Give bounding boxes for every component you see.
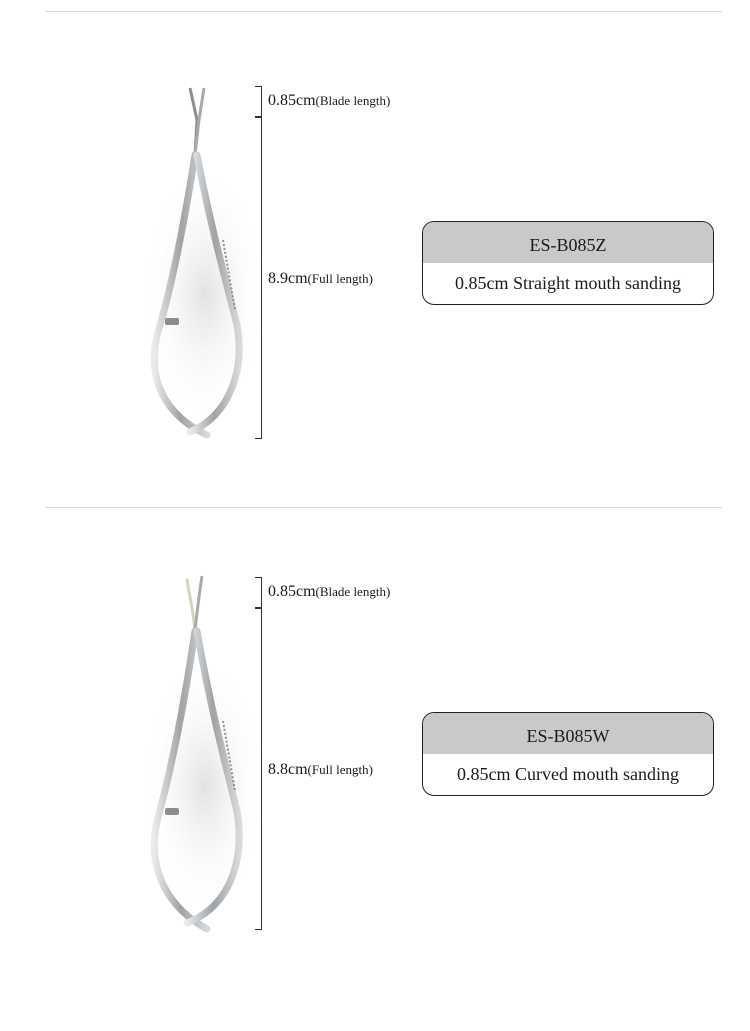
blade-length-note: (Blade length)	[315, 93, 391, 108]
straight-spring-scissors-image	[135, 80, 265, 450]
full-length-value: 8.8cm	[268, 761, 308, 778]
full-length-label	[268, 761, 373, 779]
full-length-note: (Full length)	[307, 271, 373, 286]
blade-length-value: 0.85cm	[268, 583, 316, 600]
blade-length-bracket	[254, 86, 262, 117]
product-description: 0.85cm Curved mouth sanding	[457, 764, 679, 784]
blade-length-label	[268, 583, 390, 601]
blade-length-note: (Blade length)	[315, 584, 391, 599]
blade-length-bracket	[254, 577, 262, 608]
product-card	[422, 221, 714, 305]
full-length-bracket	[254, 608, 262, 930]
product-section-straight	[0, 80, 750, 540]
full-length-value: 8.9cm	[268, 270, 308, 287]
middle-divider	[45, 507, 722, 508]
product-code: ES-B085Z	[423, 222, 713, 263]
product-section-curved	[0, 571, 750, 1031]
full-length-note: (Full length)	[307, 762, 373, 777]
product-code: ES-B085W	[423, 713, 713, 754]
product-card	[422, 712, 714, 796]
curved-spring-scissors-image	[135, 571, 265, 941]
product-description: 0.85cm Straight mouth sanding	[455, 273, 681, 293]
full-length-label	[268, 270, 373, 288]
full-length-bracket	[254, 117, 262, 439]
blade-length-label	[268, 92, 390, 110]
blade-length-value: 0.85cm	[268, 92, 316, 109]
top-divider	[45, 11, 722, 12]
